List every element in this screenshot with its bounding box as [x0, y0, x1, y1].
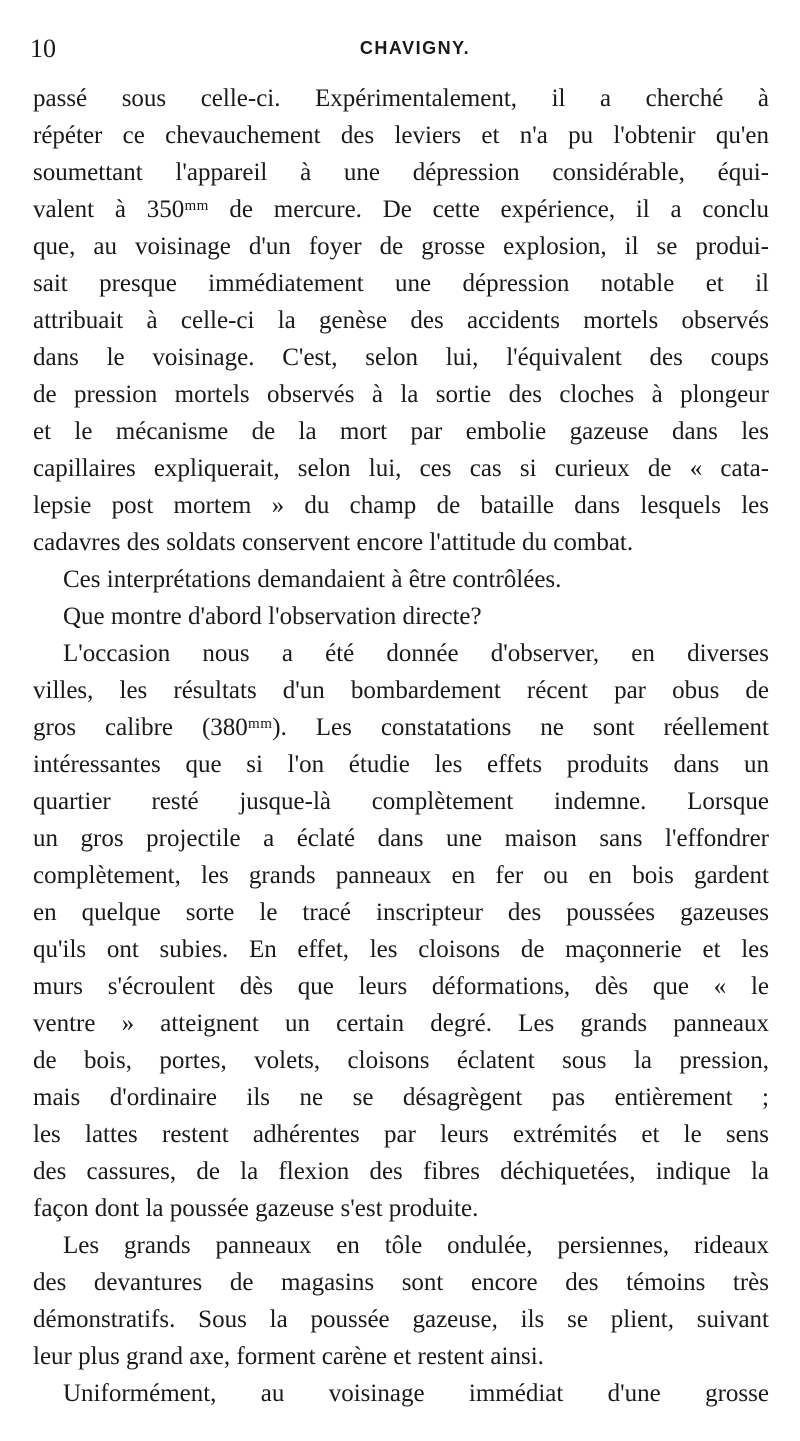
- text-line: Uniformément, au voisinage immédiat d'une grosse: [63, 1380, 769, 1407]
- text-line: intéressantes que si l'on étudie les effets produits dans un: [33, 751, 769, 778]
- page-header: [30, 32, 770, 68]
- text-line: mais d'ordinaire ils ne se désagrègent pas entièrement ;: [33, 1084, 769, 1111]
- text-line: complètement, les grands panneaux en fer ou en bois gardent: [33, 862, 769, 889]
- text-line: ventre » atteignent un certain degré. Les grands panneaux: [33, 1010, 769, 1037]
- text-line: qu'ils ont subies. En effet, les cloisons de maçonnerie et les: [33, 936, 769, 963]
- text-line: répéter ce chevauchement des leviers et n'a pu l'obtenir qu'en: [33, 122, 769, 149]
- body-text: [33, 80, 769, 1412]
- text-line: et le mécanisme de la mort par embolie gazeuse dans les: [33, 418, 769, 445]
- text-line: leur plus grand axe, forment carène et restent ainsi.: [33, 1343, 544, 1370]
- text-line: Que montre d'abord l'observation directe?: [63, 603, 482, 630]
- text-line: démonstratifs. Sous la poussée gazeuse, ils se plient, suivant: [33, 1306, 769, 1333]
- text-line: quartier resté jusque-là complètement indemne. Lorsque: [33, 788, 769, 815]
- text-line: Les grands panneaux en tôle ondulée, persiennes, rideaux: [63, 1232, 769, 1259]
- text-line: de pression mortels observés à la sortie des cloches à plongeur: [33, 381, 769, 408]
- text-line: attribuait à celle-ci la genèse des accidents mortels observés: [33, 307, 769, 334]
- text-line: capillaires expliquerait, selon lui, ces cas si curieux de « cata-: [33, 455, 769, 482]
- text-line: gros calibre (380ᵐᵐ). Les constatations ne sont réellement: [33, 714, 769, 741]
- text-line: un gros projectile a éclaté dans une maison sans l'effondrer: [33, 825, 769, 852]
- text-line: murs s'écroulent dès que leurs déformations, dès que « le: [33, 973, 769, 1000]
- running-head: CHAVIGNY.: [359, 38, 471, 58]
- text-line: dans le voisinage. C'est, selon lui, l'équivalent des coups: [33, 344, 769, 371]
- text-line: façon dont la poussée gazeuse s'est produite.: [33, 1195, 479, 1222]
- text-line: les lattes restent adhérentes par leurs extrémités et le sens: [33, 1121, 769, 1148]
- text-line: soumettant l'appareil à une dépression considérable, équi-: [33, 159, 769, 186]
- text-line: que, au voisinage d'un foyer de grosse explosion, il se produi-: [33, 233, 769, 260]
- text-line: passé sous celle-ci. Expérimentalement, il a cherché à: [33, 85, 769, 112]
- text-line: des cassures, de la flexion des fibres déchiquetées, indique la: [33, 1158, 769, 1185]
- text-line: Ces interprétations demandaient à être contrôlées.: [63, 566, 562, 593]
- text-line: cadavres des soldats conservent encore l'attitude du combat.: [33, 529, 634, 556]
- text-line: valent à 350ᵐᵐ de mercure. De cette expérience, il a conclu: [33, 196, 769, 223]
- text-line: sait presque immédiatement une dépression notable et il: [33, 270, 769, 297]
- text-line: en quelque sorte le tracé inscripteur des poussées gazeuses: [33, 899, 769, 926]
- text-line: de bois, portes, volets, cloisons éclatent sous la pression,: [33, 1047, 769, 1074]
- text-line: lepsie post mortem » du champ de bataille dans lesquels les: [33, 492, 769, 519]
- text-line: villes, les résultats d'un bombardement récent par obus de: [33, 677, 769, 704]
- text-line: L'occasion nous a été donnée d'observer, en diverses: [63, 640, 769, 667]
- text-line: des devantures de magasins sont encore des témoins très: [33, 1269, 769, 1296]
- page-number: 10: [30, 34, 56, 63]
